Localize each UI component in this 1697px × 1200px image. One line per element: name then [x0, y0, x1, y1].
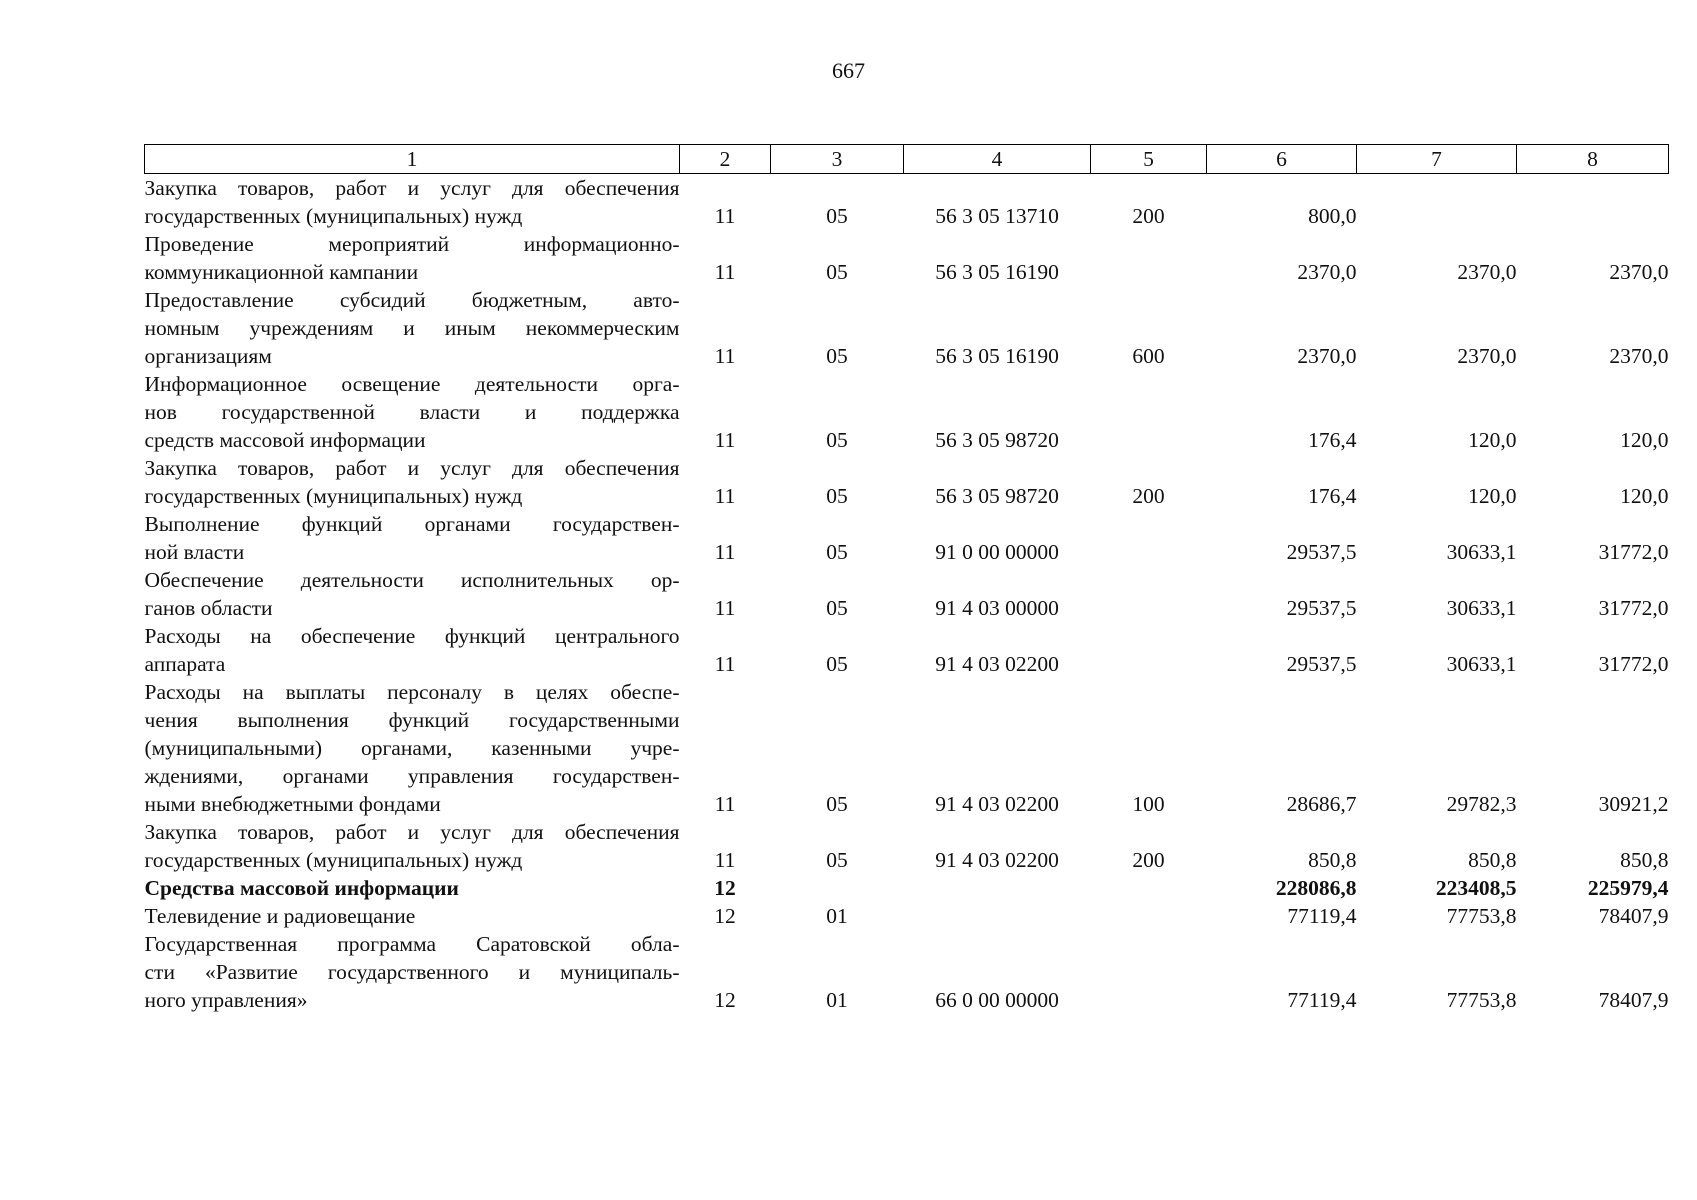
- column-header-2: 2: [680, 145, 771, 174]
- column-header-3: 3: [771, 145, 904, 174]
- row-name-line: Закупка товаров, работ и услуг для обеспечения: [144, 176, 680, 200]
- table-body: [145, 174, 1669, 1015]
- amount-year-1: 2370,0: [1297, 260, 1357, 284]
- row-name-line: ганов области: [144, 596, 273, 620]
- section-code: 12: [714, 904, 736, 928]
- row-name-line: средств массовой информации: [144, 428, 426, 452]
- target-article-code: 56 3 05 98720: [935, 428, 1059, 452]
- row-name: [145, 370, 680, 454]
- table-row: [145, 874, 1669, 902]
- amount-year-1: 29537,5: [1286, 540, 1357, 564]
- expense-type-code: 600: [1132, 344, 1165, 368]
- subsection-code: 05: [826, 484, 848, 508]
- row-name-line: ного управления»: [144, 988, 308, 1012]
- target-article-code: [904, 874, 1091, 902]
- expense-type-code: [1091, 370, 1207, 454]
- amount-year-1: 77119,4: [1287, 988, 1357, 1012]
- row-name-line: Телевидение и радиовещание: [144, 904, 416, 928]
- target-article-code: 56 3 05 98720: [935, 484, 1059, 508]
- expense-type-code: 100: [1132, 792, 1165, 816]
- table-row: [145, 230, 1669, 286]
- amount-year-1: 800,0: [1308, 204, 1357, 228]
- row-name-line: Предоставление субсидий бюджетным, авто-: [144, 288, 680, 312]
- column-header-8: 8: [1517, 145, 1669, 174]
- table-row: [145, 622, 1669, 678]
- row-name-line: нов государственной власти и поддержка: [144, 400, 680, 424]
- amount-year-2: 223408,5: [1435, 876, 1517, 900]
- target-article-code: [904, 902, 1091, 930]
- row-name-line: Закупка товаров, работ и услуг для обеспечения: [144, 820, 680, 844]
- subsection-code: 05: [826, 428, 848, 452]
- row-name: [145, 622, 680, 678]
- row-name-line: ждениями, органами управления государствен-: [144, 764, 680, 788]
- subsection-code: 05: [826, 540, 848, 564]
- row-name-line: государственных (муниципальных) нужд: [144, 848, 523, 872]
- table-row: [145, 566, 1669, 622]
- amount-year-3: 120,0: [1620, 484, 1669, 508]
- expense-type-code: [1091, 566, 1207, 622]
- section-code: 12: [714, 988, 736, 1012]
- subsection-code: 05: [826, 652, 848, 676]
- subsection-code: 05: [826, 596, 848, 620]
- row-name-line: (муниципальными) органами, казенными учре-: [144, 736, 680, 760]
- row-name-line: государственных (муниципальных) нужд: [144, 204, 523, 228]
- section-code: 11: [714, 848, 736, 872]
- amount-year-2: 77753,8: [1446, 904, 1517, 928]
- row-name-line: организациям: [144, 344, 272, 368]
- table-row: [145, 454, 1669, 510]
- row-name-line: Выполнение функций органами государствен-: [144, 512, 680, 536]
- row-name-line: Расходы на выплаты персоналу в целях обеспе-: [144, 680, 680, 704]
- row-name: [145, 286, 680, 370]
- section-code: 12: [714, 876, 736, 900]
- amount-year-2: 30633,1: [1446, 540, 1517, 564]
- column-header-6: 6: [1207, 145, 1357, 174]
- expense-type-code: [1091, 622, 1207, 678]
- column-header-1: 1: [145, 145, 680, 174]
- amount-year-1: 28686,7: [1286, 792, 1357, 816]
- row-name-line: ной власти: [144, 540, 245, 564]
- amount-year-2: 30633,1: [1446, 596, 1517, 620]
- table-row: [145, 902, 1669, 930]
- row-name: [145, 930, 680, 1014]
- amount-year-3: 850,8: [1620, 848, 1669, 872]
- page-number: 667: [832, 58, 865, 83]
- row-name-line: аппарата: [144, 652, 226, 676]
- subsection-code: 01: [826, 904, 848, 928]
- amount-year-3: 31772,0: [1598, 540, 1669, 564]
- amount-year-3: [1517, 174, 1669, 231]
- amount-year-2: 29782,3: [1446, 792, 1517, 816]
- amount-year-3: 2370,0: [1609, 260, 1669, 284]
- amount-year-1: 2370,0: [1297, 344, 1357, 368]
- amount-year-2: [1357, 174, 1517, 231]
- amount-year-2: 30633,1: [1446, 652, 1517, 676]
- table-row: [145, 930, 1669, 1014]
- expense-type-code: [1091, 510, 1207, 566]
- row-name: [145, 230, 680, 286]
- row-name-line: Средства массовой информации: [144, 876, 459, 900]
- amount-year-2: 120,0: [1468, 484, 1517, 508]
- row-name-line: номным учреждениям и иным некоммерческим: [144, 316, 680, 340]
- amount-year-2: 850,8: [1468, 848, 1517, 872]
- row-name-line: ными внебюджетными фондами: [144, 792, 441, 816]
- subsection-code: 05: [826, 792, 848, 816]
- row-name-line: сти «Развитие государственного и муниципаль-: [144, 960, 680, 984]
- target-article-code: 56 3 05 16190: [935, 260, 1059, 284]
- target-article-code: 91 4 03 02200: [935, 792, 1059, 816]
- row-name-line: Закупка товаров, работ и услуг для обеспечения: [144, 456, 680, 480]
- section-code: 11: [714, 428, 736, 452]
- subsection-code: [771, 874, 904, 902]
- target-article-code: 91 4 03 02200: [935, 848, 1059, 872]
- amount-year-3: 78407,9: [1598, 904, 1669, 928]
- table-row: [145, 174, 1669, 231]
- column-header-7: 7: [1357, 145, 1517, 174]
- amount-year-1: 176,4: [1308, 428, 1357, 452]
- table-row: [145, 678, 1669, 818]
- row-name-line: коммуникационной кампании: [144, 260, 419, 284]
- target-article-code: 91 4 03 00000: [935, 596, 1059, 620]
- amount-year-1: 29537,5: [1286, 596, 1357, 620]
- table-header: [145, 145, 1669, 174]
- subsection-code: 05: [826, 344, 848, 368]
- row-name: [145, 454, 680, 510]
- subsection-code: 05: [826, 848, 848, 872]
- amount-year-2: 2370,0: [1457, 260, 1517, 284]
- column-header-5: 5: [1091, 145, 1207, 174]
- amount-year-1: 228086,8: [1275, 876, 1357, 900]
- target-article-code: 91 4 03 02200: [935, 652, 1059, 676]
- row-name-line: Государственная программа Саратовской обла-: [144, 932, 680, 956]
- expense-type-code: 200: [1132, 484, 1165, 508]
- section-code: 11: [714, 540, 736, 564]
- section-code: 11: [714, 596, 736, 620]
- amount-year-1: 77119,4: [1287, 904, 1357, 928]
- row-name: [145, 174, 680, 231]
- expense-type-code: [1091, 902, 1207, 930]
- amount-year-3: 78407,9: [1598, 988, 1669, 1012]
- section-code: 11: [714, 484, 736, 508]
- expense-type-code: 200: [1132, 204, 1165, 228]
- expense-type-code: 200: [1132, 848, 1165, 872]
- amount-year-1: 850,8: [1308, 848, 1357, 872]
- section-code: 11: [714, 652, 736, 676]
- target-article-code: 66 0 00 00000: [935, 988, 1059, 1012]
- amount-year-3: 30921,2: [1598, 792, 1669, 816]
- row-name: [145, 818, 680, 874]
- expense-type-code: [1091, 230, 1207, 286]
- table-row: [145, 818, 1669, 874]
- amount-year-2: 2370,0: [1457, 344, 1517, 368]
- amount-year-3: 2370,0: [1609, 344, 1669, 368]
- amount-year-3: 225979,4: [1587, 876, 1669, 900]
- amount-year-3: 120,0: [1620, 428, 1669, 452]
- row-name-line: Проведение мероприятий информационно-: [144, 232, 680, 256]
- row-name-line: Информационное освещение деятельности орга-: [144, 372, 680, 396]
- row-name: [145, 678, 680, 818]
- amount-year-3: 31772,0: [1598, 596, 1669, 620]
- table-row: [145, 370, 1669, 454]
- target-article-code: 56 3 05 13710: [935, 204, 1059, 228]
- row-name-line: Обеспечение деятельности исполнительных ор-: [144, 568, 680, 592]
- amount-year-1: 176,4: [1308, 484, 1357, 508]
- row-name: [145, 874, 680, 902]
- subsection-code: 05: [826, 204, 848, 228]
- section-code: 11: [714, 792, 736, 816]
- table-row: [145, 286, 1669, 370]
- expense-type-code: [1091, 874, 1207, 902]
- section-code: 11: [714, 344, 736, 368]
- row-name: [145, 902, 680, 930]
- target-article-code: 56 3 05 16190: [935, 344, 1059, 368]
- section-code: 11: [714, 204, 736, 228]
- target-article-code: 91 0 00 00000: [935, 540, 1059, 564]
- amount-year-3: 31772,0: [1598, 652, 1669, 676]
- amount-year-2: 77753,8: [1446, 988, 1517, 1012]
- amount-year-1: 29537,5: [1286, 652, 1357, 676]
- row-name-line: чения выполнения функций государственными: [144, 708, 680, 732]
- row-name-line: государственных (муниципальных) нужд: [144, 484, 523, 508]
- budget-table: [144, 144, 1669, 1014]
- section-code: 11: [714, 260, 736, 284]
- header-row: [145, 145, 1669, 174]
- row-name: [145, 510, 680, 566]
- table-row: [145, 510, 1669, 566]
- column-header-4: 4: [904, 145, 1091, 174]
- row-name: [145, 566, 680, 622]
- row-name-line: Расходы на обеспечение функций центрального: [144, 624, 680, 648]
- amount-year-2: 120,0: [1468, 428, 1517, 452]
- subsection-code: 01: [826, 988, 848, 1012]
- subsection-code: 05: [826, 260, 848, 284]
- expense-type-code: [1091, 930, 1207, 1014]
